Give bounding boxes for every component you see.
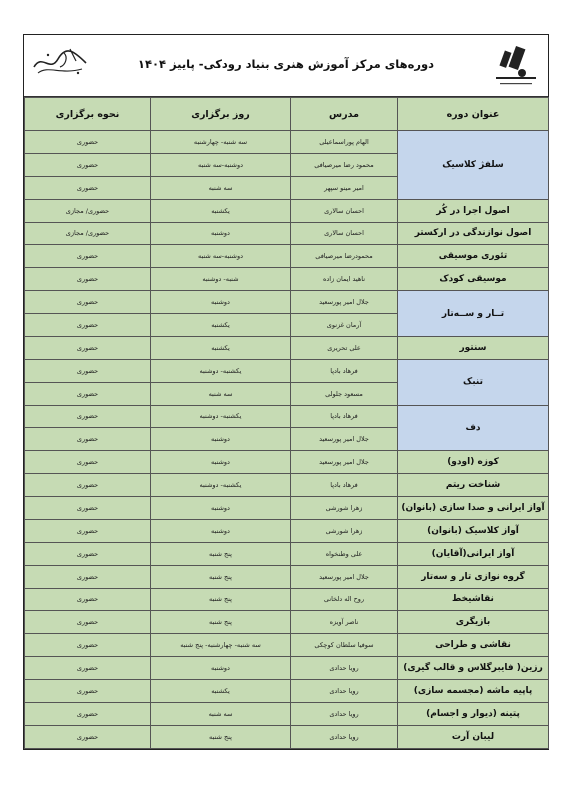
course-title-cell: تئوری موسیقی xyxy=(398,245,549,268)
foundation-calligraphy-logo xyxy=(30,43,90,79)
day-cell: یکشنبه- دوشنبه xyxy=(151,405,291,428)
day-cell: پنج شنبه xyxy=(151,725,291,748)
day-cell: پنج شنبه xyxy=(151,542,291,565)
mode-cell: حضوری xyxy=(25,176,151,199)
day-cell: دوشنبه xyxy=(151,291,291,314)
mode-cell: حضوری xyxy=(25,314,151,337)
day-cell: دوشنبه-سه شنبه xyxy=(151,245,291,268)
teacher-cell: جلال امیر پورسعید xyxy=(291,428,398,451)
course-title-cell: کوزه (اودو) xyxy=(398,451,549,474)
course-title-cell: آواز ایرانی و صدا سازی (بانوان) xyxy=(398,497,549,520)
teacher-cell: رویا حدادی xyxy=(291,725,398,748)
courses-table xyxy=(24,97,549,749)
table-row xyxy=(25,268,549,291)
mode-cell: حضوری xyxy=(25,382,151,405)
course-title-cell: شناخت ریتم xyxy=(398,474,549,497)
day-cell: یکشنبه- دوشنبه xyxy=(151,359,291,382)
day-cell: دوشنبه-سه شنبه xyxy=(151,153,291,176)
teacher-cell: زهرا شورشی xyxy=(291,497,398,520)
mode-cell: حضوری xyxy=(25,268,151,291)
day-cell: پنج شنبه xyxy=(151,611,291,634)
table-row xyxy=(25,291,549,314)
course-title-cell: دف xyxy=(398,405,549,451)
mode-cell: حضوری xyxy=(25,428,151,451)
table-header-row xyxy=(25,98,549,131)
table-row xyxy=(25,702,549,725)
mode-cell: حضوری xyxy=(25,474,151,497)
teacher-cell: ناهید ایمان زاده xyxy=(291,268,398,291)
course-title-cell: سنتور xyxy=(398,336,549,359)
header-day: روز برگزاری xyxy=(151,98,291,131)
day-cell: سه شنبه xyxy=(151,382,291,405)
teacher-cell: رویا حدادی xyxy=(291,702,398,725)
mode-cell: حضوری xyxy=(25,291,151,314)
mode-cell: حضوری xyxy=(25,519,151,542)
day-cell: دوشنبه xyxy=(151,222,291,245)
course-title-cell: بازیگری xyxy=(398,611,549,634)
table-row xyxy=(25,588,549,611)
teacher-cell: محمود رضا میرصیافی xyxy=(291,153,398,176)
mode-cell: حضوری xyxy=(25,542,151,565)
page-title: دوره‌های مرکز آموزش هنری بنیاد رودکی- پاییز ۱۴۰۴ xyxy=(137,57,435,71)
table-row xyxy=(25,725,549,748)
header-mode: نحوه برگزاری xyxy=(25,98,151,131)
teacher-cell: روح اله دلخانی xyxy=(291,588,398,611)
table-row xyxy=(25,222,549,245)
day-cell: دوشنبه xyxy=(151,451,291,474)
table-row xyxy=(25,542,549,565)
teacher-cell: ناصر آویزه xyxy=(291,611,398,634)
mode-cell: حضوری xyxy=(25,588,151,611)
teacher-cell: سوفیا سلطان کوچکی xyxy=(291,634,398,657)
course-title-cell: پاپیه ماشه (مجسمه سازی) xyxy=(398,680,549,703)
course-title-cell: پتینه (دیوار و اجسام) xyxy=(398,702,549,725)
mode-cell: حضوری xyxy=(25,497,151,520)
teacher-cell: فرهاد بادپا xyxy=(291,474,398,497)
table-row xyxy=(25,359,549,382)
day-cell: پنج شنبه xyxy=(151,565,291,588)
teacher-cell: زهرا شورشی xyxy=(291,519,398,542)
mode-cell: حضوری xyxy=(25,634,151,657)
mode-cell: حضوری xyxy=(25,565,151,588)
teacher-cell: آرمان غزنوی xyxy=(291,314,398,337)
table-row xyxy=(25,245,549,268)
teacher-cell: جلال امیر پورسعید xyxy=(291,565,398,588)
table-body xyxy=(25,131,549,749)
course-title-cell: سلفژ کلاسیک xyxy=(398,131,549,200)
table-row xyxy=(25,497,549,520)
sheet-header xyxy=(24,35,548,97)
table-row xyxy=(25,657,549,680)
teacher-cell: احسان سالاری xyxy=(291,199,398,222)
day-cell: شنبه- دوشنبه xyxy=(151,268,291,291)
mode-cell: حضوری xyxy=(25,336,151,359)
mode-cell: حضوری xyxy=(25,657,151,680)
day-cell: سه شنبه xyxy=(151,176,291,199)
day-cell: یکشنبه- دوشنبه xyxy=(151,474,291,497)
table-row xyxy=(25,405,549,428)
course-title-cell: تنبک xyxy=(398,359,549,405)
day-cell: دوشنبه xyxy=(151,519,291,542)
teacher-cell: احسان سالاری xyxy=(291,222,398,245)
teacher-cell: جلال امیر پورسعید xyxy=(291,291,398,314)
header-teacher: مدرس xyxy=(291,98,398,131)
table-row xyxy=(25,336,549,359)
course-title-cell: لیبان آرت xyxy=(398,725,549,748)
mode-cell: حضوری/ مجازی xyxy=(25,222,151,245)
table-row xyxy=(25,131,549,154)
course-title-cell: رزین( فایبرگلاس و قالب گیری) xyxy=(398,657,549,680)
course-title-cell: گروه نوازی تار و سه‌تار xyxy=(398,565,549,588)
course-title-cell: اصول نوازندگی در ارکستر xyxy=(398,222,549,245)
course-title-cell: نقاشیخط xyxy=(398,588,549,611)
day-cell: یکشنبه xyxy=(151,314,291,337)
teacher-cell: فرهاد بادپا xyxy=(291,405,398,428)
teacher-cell: محمودرضا میرصیافی xyxy=(291,245,398,268)
rudaki-foundation-logo xyxy=(490,43,542,91)
day-cell: دوشنبه xyxy=(151,497,291,520)
day-cell: یکشنبه xyxy=(151,336,291,359)
teacher-cell: مسعود جلولی xyxy=(291,382,398,405)
table-row xyxy=(25,611,549,634)
teacher-cell: الهام پوراسماعیلی xyxy=(291,131,398,154)
mode-cell: حضوری xyxy=(25,451,151,474)
mode-cell: حضوری/ مجازی xyxy=(25,199,151,222)
day-cell: دوشنبه xyxy=(151,657,291,680)
mode-cell: حضوری xyxy=(25,405,151,428)
mode-cell: حضوری xyxy=(25,680,151,703)
day-cell: سه شنبه- چهارشنبه xyxy=(151,131,291,154)
day-cell: سه شنبه xyxy=(151,702,291,725)
header-course: عنوان دوره xyxy=(398,98,549,131)
mode-cell: حضوری xyxy=(25,153,151,176)
mode-cell: حضوری xyxy=(25,702,151,725)
course-title-cell: آواز کلاسیک (بانوان) xyxy=(398,519,549,542)
day-cell: سه شنبه- چهارشنبه- پنج شنبه xyxy=(151,634,291,657)
teacher-cell: رویا حدادی xyxy=(291,657,398,680)
course-title-cell: آواز ایرانی(آقایان) xyxy=(398,542,549,565)
table-row xyxy=(25,451,549,474)
schedule-sheet xyxy=(23,34,549,750)
course-title-cell: موسیقی کودک xyxy=(398,268,549,291)
teacher-cell: علی وطنخواه xyxy=(291,542,398,565)
table-row xyxy=(25,474,549,497)
day-cell: یکشنبه xyxy=(151,680,291,703)
course-title-cell: نقاشی و طراحی xyxy=(398,634,549,657)
day-cell: دوشنبه xyxy=(151,428,291,451)
table-row xyxy=(25,519,549,542)
teacher-cell: علی تحریری xyxy=(291,336,398,359)
mode-cell: حضوری xyxy=(25,245,151,268)
table-row xyxy=(25,634,549,657)
course-title-cell: تــار و ســه‌تار xyxy=(398,291,549,337)
table-row xyxy=(25,680,549,703)
mode-cell: حضوری xyxy=(25,611,151,634)
teacher-cell: جلال امیر پورسعید xyxy=(291,451,398,474)
table-row xyxy=(25,199,549,222)
mode-cell: حضوری xyxy=(25,725,151,748)
teacher-cell: رویا حدادی xyxy=(291,680,398,703)
teacher-cell: امیر مینو سپهر xyxy=(291,176,398,199)
mode-cell: حضوری xyxy=(25,131,151,154)
mode-cell: حضوری xyxy=(25,359,151,382)
day-cell: پنج شنبه xyxy=(151,588,291,611)
course-title-cell: اصول اجرا در کُر xyxy=(398,199,549,222)
day-cell: یکشنبه xyxy=(151,199,291,222)
teacher-cell: فرهاد بادپا xyxy=(291,359,398,382)
table-row xyxy=(25,565,549,588)
